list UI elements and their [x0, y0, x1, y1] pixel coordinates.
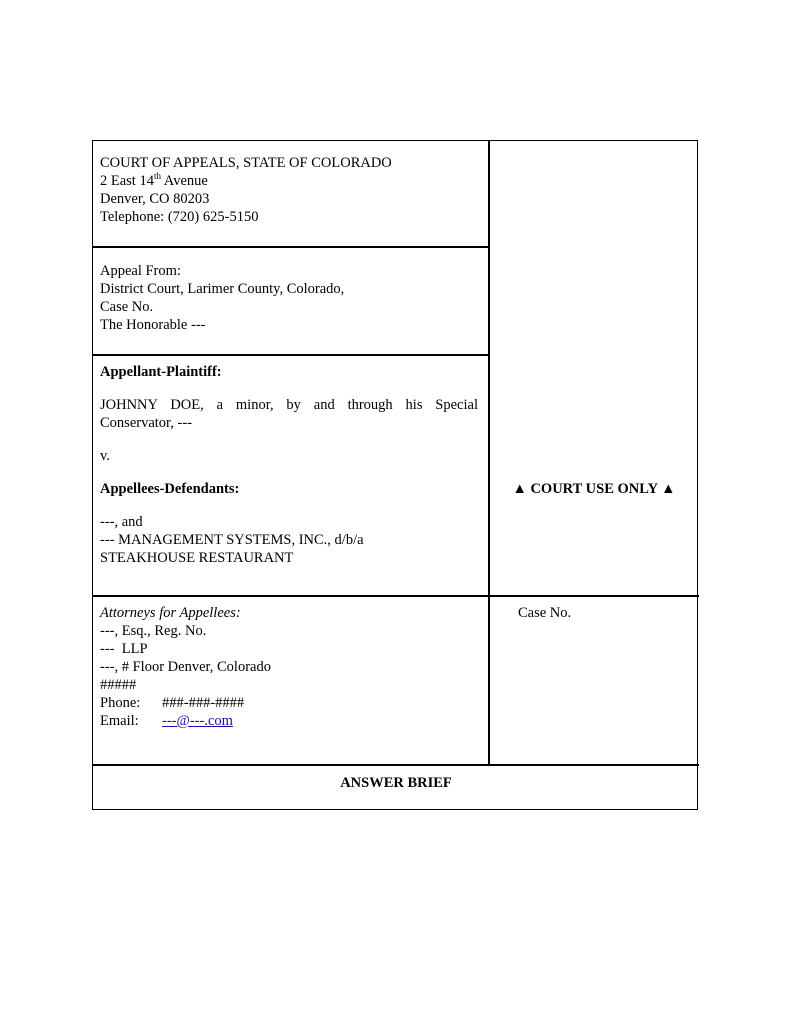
- appellant-label: Appellant-Plaintiff:: [100, 364, 222, 380]
- attorneys-label: Attorneys for Appellees:: [100, 605, 241, 621]
- row-divider: [93, 354, 489, 356]
- appeal-court: District Court, Larimer County, Colorado,: [100, 281, 345, 297]
- court-name: COURT OF APPEALS, STATE OF COLORADO: [100, 155, 392, 171]
- phone-value: ###-###-####: [162, 695, 245, 711]
- document-title: ANSWER BRIEF: [340, 775, 452, 791]
- appeal-case-no: Case No.: [100, 299, 154, 315]
- court-telephone: Telephone: (720) 625-5150: [100, 209, 259, 225]
- phone-label: Phone:: [100, 695, 141, 711]
- appeal-from-label: Appeal From:: [100, 263, 181, 279]
- versus: v.: [100, 448, 110, 464]
- parties-block: [100, 363, 478, 567]
- row-divider: [93, 246, 489, 248]
- column-divider: [488, 141, 490, 765]
- appellee-2: --- MANAGEMENT SYSTEMS, INC., d/b/a: [100, 532, 364, 548]
- appeal-judge: The Honorable ---: [100, 317, 206, 333]
- attorney-zip: #####: [100, 677, 137, 693]
- attorney-email-row: [100, 712, 271, 730]
- appeal-from-block: [100, 262, 344, 334]
- appellees-label: Appellees-Defendants:: [100, 481, 240, 497]
- appellee-3: STEAKHOUSE RESTAURANT: [100, 550, 294, 566]
- case-number-label: Case No.: [518, 605, 572, 621]
- court-street: 2 East 14th Avenue: [100, 171, 208, 189]
- case-caption-table: [92, 140, 698, 810]
- attorneys-block: [100, 604, 271, 730]
- court-address-block: [100, 154, 392, 226]
- attorney-name: ---, Esq., Reg. No.: [100, 623, 207, 639]
- appellant-name: JOHNNY DOE, a minor, by and through his Special Conservator, ---: [100, 397, 478, 431]
- attorney-firm: --- LLP: [100, 641, 148, 657]
- attorney-phone-row: [100, 694, 271, 712]
- email-label: Email:: [100, 713, 139, 729]
- court-city: Denver, CO 80203: [100, 191, 210, 207]
- appellee-1: ---, and: [100, 514, 143, 530]
- email-link[interactable]: ---@---.com: [162, 713, 233, 729]
- attorney-address: ---, # Floor Denver, Colorado: [100, 659, 271, 675]
- row-divider: [93, 764, 699, 766]
- row-divider: [93, 595, 699, 597]
- court-use-only-label: ▲ COURT USE ONLY ▲: [512, 481, 676, 497]
